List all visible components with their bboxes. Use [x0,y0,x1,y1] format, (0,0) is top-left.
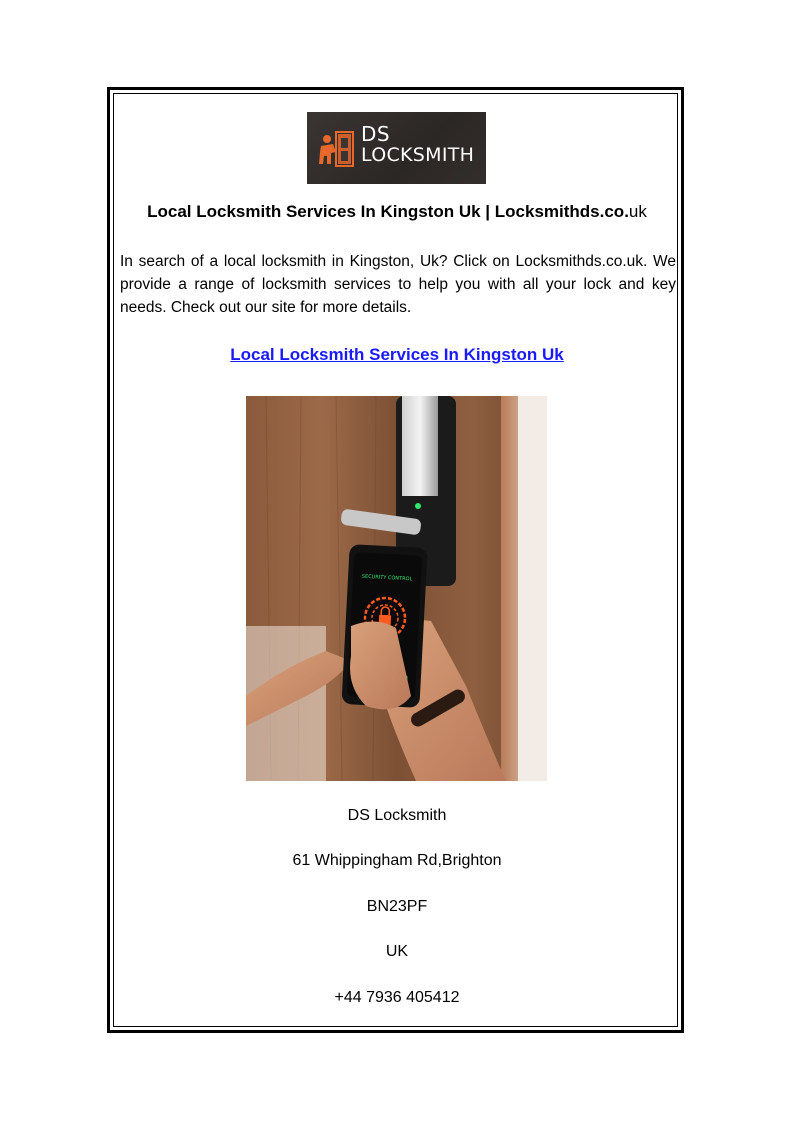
phone-number: +44 7936 405412 [334,989,460,1006]
logo-wordmark [361,124,474,165]
phone-screen-title: SECURITY CONTROL [361,573,413,583]
phone-photo-illustration [246,396,547,781]
page-title-tail: uk [628,202,647,221]
page-title [112,202,682,222]
services-link[interactable]: Local Locksmith Services In Kingston Uk [230,345,564,364]
page-title-main: Local Locksmith Services In Kingston Uk | Locksmithds.co. [147,202,629,221]
ds-locksmith-logo [307,112,486,184]
logo-line-ds: DS [361,122,391,146]
business-name: DS Locksmith [347,807,447,824]
postcode: BN23PF [366,898,428,915]
intro-paragraph: In search of a local locksmith in Kingston, Uk? Click on Locksmithds.co.uk. We provide a range of locksmith services to help you with all your lock and key needs. Check out our site for more details. [120,253,676,316]
locksmith-door-icon [313,112,363,184]
phone-security-photo [246,396,547,781]
country: UK [385,943,409,960]
logo-line-locksmith: LOCKSMITH [361,144,475,166]
street-address: 61 Whippingham Rd,Brighton [292,852,502,869]
